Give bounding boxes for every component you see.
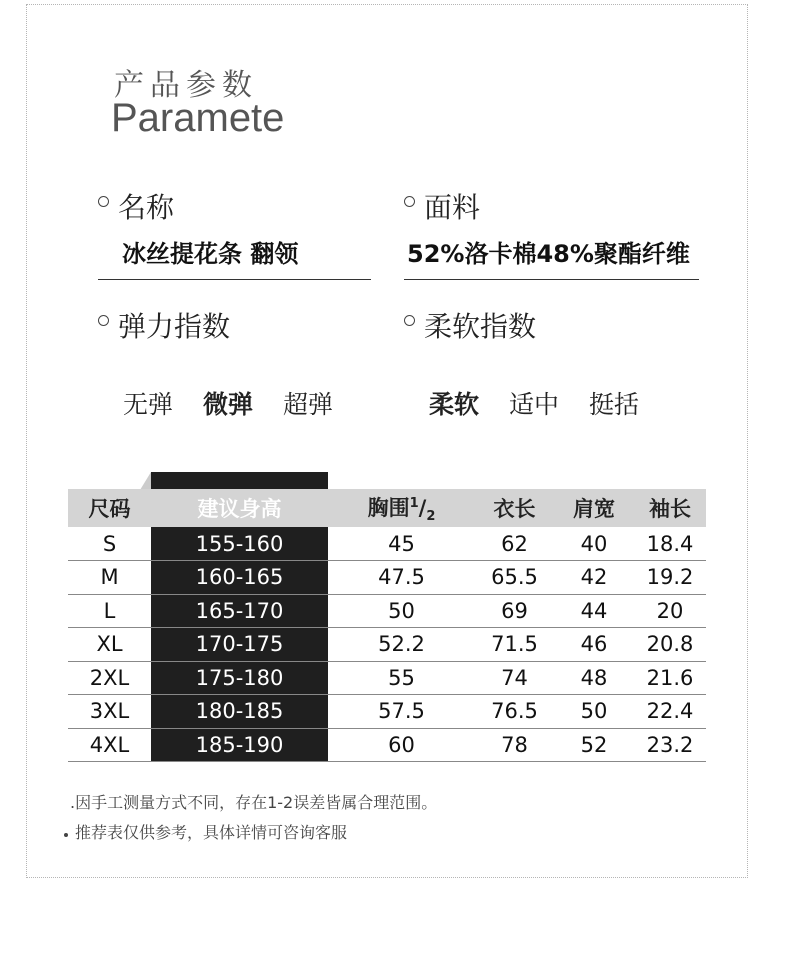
fraction-denominator: 2 [426,509,436,525]
header-chest: 胸围$^1/_2$ [367,495,436,525]
elasticity-options [123,385,378,421]
circle-bullet-icon [404,196,415,207]
param-name-value: 冰丝提花条 翻领 [122,240,299,268]
note-reference [64,820,347,843]
cell-chest: 47.5 [328,561,475,595]
elasticity-option: 超弹 [283,390,334,419]
param-fabric [404,186,699,280]
note-reference-text: 推荐表仅供参考，具体详情可咨询客服 [75,823,348,842]
cell-chest: 57.5 [328,695,475,729]
table-row [68,728,706,762]
param-name-label: 名称 [118,191,175,224]
param-fabric-label: 面料 [424,191,481,224]
table-row [68,695,706,729]
cell-sleeve: 20 [634,594,706,628]
divider [98,279,371,280]
cell-sleeve: 21.6 [634,661,706,695]
cell-size: 4XL [68,728,151,762]
cell-size: 3XL [68,695,151,729]
cell-length: 71.5 [475,628,554,662]
cell-length: 69 [475,594,554,628]
cell-shoulder: 46 [554,628,634,662]
elasticity-option-selected: 微弹 [203,390,254,419]
elasticity-option: 无弹 [123,390,174,419]
cell-sleeve: 22.4 [634,695,706,729]
table-row [68,594,706,628]
cell-height: 170-175 [151,628,328,662]
cell-size: M [68,561,151,595]
param-name [98,186,371,280]
softness-options [429,385,684,421]
cell-chest: 55 [328,661,475,695]
cell-length: 62 [475,527,554,561]
cell-height: 180-185 [151,695,328,729]
softness-option: 适中 [509,390,560,419]
cell-height: 185-190 [151,728,328,762]
header-sleeve: 袖长 [649,497,691,521]
header-size: 尺码 [88,497,131,521]
cell-shoulder: 44 [554,594,634,628]
cell-chest: 50 [328,594,475,628]
size-table [68,489,706,762]
softness-option: 挺括 [589,390,640,419]
cell-height: 160-165 [151,561,328,595]
page-title-cn: 产品参数 [114,68,258,103]
param-softness [404,305,684,421]
cell-length: 74 [475,661,554,695]
header-shoulder: 肩宽 [573,497,615,521]
cell-height: 175-180 [151,661,328,695]
cell-size: 2XL [68,661,151,695]
fraction-numerator: 1 [409,495,419,511]
table-row [68,527,706,561]
cell-chest: 45 [328,527,475,561]
cell-sleeve: 23.2 [634,728,706,762]
circle-bullet-icon [98,315,109,326]
cell-length: 65.5 [475,561,554,595]
bullet-dot-icon [64,833,68,837]
circle-bullet-icon [98,196,109,207]
cell-sleeve: 19.2 [634,561,706,595]
header-chest-label: 胸围 [367,495,410,520]
table-header-row [68,489,706,527]
cell-sleeve: 20.8 [634,628,706,662]
cell-shoulder: 52 [554,728,634,762]
param-elasticity-label: 弹力指数 [118,310,231,343]
page-title-en: Paramete [111,96,285,140]
header-length: 衣长 [493,497,536,521]
cell-size: L [68,594,151,628]
note-measurement: .因手工测量方式不同，存在1-2误差皆属合理范围。 [70,793,438,812]
table-row [68,561,706,595]
cell-height: 155-160 [151,527,328,561]
cell-shoulder: 48 [554,661,634,695]
cell-height: 165-170 [151,594,328,628]
table-row [68,628,706,662]
header-height: 建议身高 [197,497,282,521]
divider [404,279,699,280]
table-row [68,661,706,695]
cell-chest: 60 [328,728,475,762]
cell-size: XL [68,628,151,662]
cell-shoulder: 50 [554,695,634,729]
circle-bullet-icon [404,315,415,326]
cell-chest: 52.2 [328,628,475,662]
param-elasticity [98,305,378,421]
param-fabric-value: 52%洛卡棉48%聚酯纤维 [407,240,690,268]
cell-length: 76.5 [475,695,554,729]
cell-shoulder: 42 [554,561,634,595]
softness-option-selected: 柔软 [429,390,480,419]
tab-corner-decoration [140,472,151,490]
cell-length: 78 [475,728,554,762]
param-softness-label: 柔软指数 [424,310,537,343]
cell-sleeve: 18.4 [634,527,706,561]
cell-shoulder: 40 [554,527,634,561]
cell-size: S [68,527,151,561]
